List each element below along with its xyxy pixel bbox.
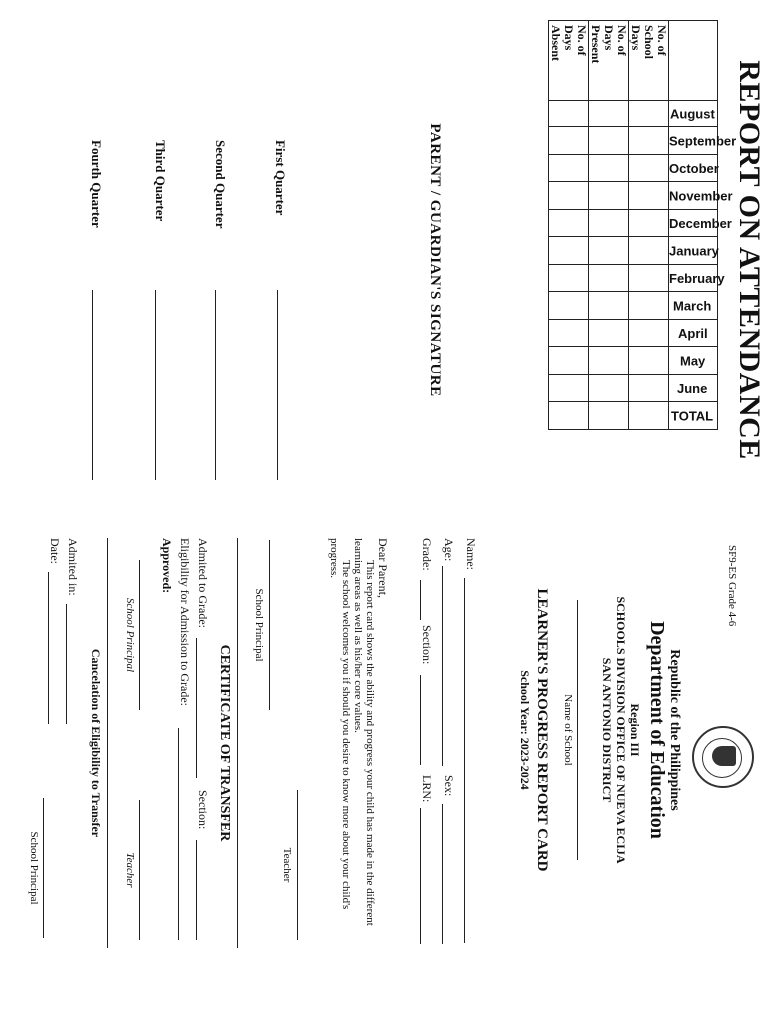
attendance-cell[interactable] — [549, 375, 589, 402]
month-header-october: October — [669, 155, 718, 182]
attendance-title: REPORT ON ATTENDANCE — [733, 60, 766, 460]
attendance-cell[interactable] — [549, 347, 589, 375]
certificate-section-line — [196, 840, 197, 940]
letter-greeting: Dear Parent, — [376, 538, 390, 598]
teacher-signature-line — [297, 790, 298, 940]
attendance-cell[interactable] — [549, 101, 589, 127]
attendance-corner-cell — [669, 21, 718, 101]
principal-signature-label: School Principal — [253, 588, 265, 662]
cancellation-top-rule — [107, 538, 108, 948]
attendance-cell[interactable] — [549, 265, 589, 292]
letter-paragraph-1-line-1: This report card shows the ability and progress your child has made in the different — [364, 560, 376, 926]
attendance-row-label-line: No. of — [655, 25, 669, 56]
name-of-school-label: Name of School — [562, 694, 574, 766]
attendance-cell[interactable] — [629, 182, 669, 210]
month-header-september: September — [669, 127, 718, 155]
sex-field-line — [442, 804, 443, 944]
month-header-february: February — [669, 265, 718, 292]
month-header-april: April — [669, 320, 718, 347]
republic-label: Republic of the Philippines — [667, 649, 682, 811]
third-quarter-label: Third Quarter — [153, 140, 168, 222]
grade-field-line — [420, 580, 421, 620]
attendance-cell[interactable] — [549, 210, 589, 237]
division-label: SCHOOLS DIVISION OFFICE OF NUEVA ECIJA — [614, 596, 628, 864]
region-label: Region III — [628, 703, 642, 757]
attendance-cell[interactable] — [629, 101, 669, 127]
month-header-january: January — [669, 237, 718, 265]
month-header-december: December — [669, 210, 718, 237]
attendance-cell[interactable] — [589, 182, 629, 210]
letter-paragraph-2-line-1: The school welcomes you if should you desire to know more about your child's — [340, 560, 352, 910]
attendance-row — [589, 21, 629, 430]
attendance-cell[interactable] — [589, 210, 629, 237]
admitted-in-line — [66, 604, 67, 724]
attendance-cell[interactable] — [589, 292, 629, 320]
month-header-august: August — [669, 101, 718, 127]
lrn-field-line — [420, 808, 421, 944]
certificate-principal-label: School Principal — [124, 597, 136, 673]
month-header-november: November — [669, 182, 718, 210]
attendance-row — [629, 21, 669, 430]
sex-field-label: Sex: — [442, 775, 456, 797]
principal-signature-line — [269, 540, 270, 710]
attendance-cell[interactable] — [589, 265, 629, 292]
attendance-cell[interactable] — [629, 347, 669, 375]
eligibility-line — [178, 728, 179, 940]
letter-paragraph-2-line-2: progress. — [328, 538, 340, 579]
lrn-field-label: LRN: — [420, 775, 434, 803]
certificate-teacher-line — [139, 800, 140, 940]
approved-label: Approved: — [160, 538, 174, 594]
admitted-grade-line — [196, 638, 197, 778]
grade-field-label: Grade: — [420, 538, 434, 571]
attendance-cell[interactable] — [629, 292, 669, 320]
name-of-school-line — [577, 600, 578, 860]
department-label: Department of Education — [646, 621, 668, 839]
attendance-cell[interactable] — [629, 265, 669, 292]
attendance-cell[interactable] — [629, 210, 669, 237]
attendance-cell[interactable] — [589, 320, 629, 347]
date-line — [48, 572, 49, 724]
third-quarter-line — [155, 290, 156, 480]
section-field-line — [420, 675, 421, 765]
card-title: LEARNER'S PROGRESS REPORT CARD — [534, 588, 550, 872]
attendance-cell[interactable] — [549, 292, 589, 320]
month-header-may: May — [669, 347, 718, 375]
attendance-cell[interactable] — [549, 320, 589, 347]
teacher-signature-label: Teacher — [281, 847, 293, 883]
deped-seal-icon — [692, 726, 754, 788]
certificate-top-rule — [237, 538, 238, 948]
eligibility-label: Eligibility for Admission to Grade: — [178, 538, 192, 706]
attendance-row-label — [549, 21, 589, 101]
attendance-cell[interactable] — [549, 402, 589, 430]
attendance-cell[interactable] — [629, 155, 669, 182]
school-year: School Year: 2023-2024 — [518, 670, 532, 790]
certificate-title: CERTIFICATE OF TRANSFER — [217, 644, 232, 842]
attendance-cell[interactable] — [589, 155, 629, 182]
certificate-section-label: Section: — [196, 790, 210, 830]
form-code: SF9-ES Grade 4-6 — [726, 545, 738, 627]
attendance-row-label-line: No. of — [575, 25, 589, 56]
attendance-cell[interactable] — [629, 320, 669, 347]
attendance-cell[interactable] — [589, 402, 629, 430]
age-field-label: Age: — [442, 538, 456, 562]
attendance-cell[interactable] — [549, 155, 589, 182]
admitted-in-label: Admited in: — [66, 538, 80, 596]
month-header-total: TOTAL — [669, 402, 718, 430]
attendance-cell[interactable] — [589, 237, 629, 265]
second-quarter-label: Second Quarter — [213, 140, 228, 229]
attendance-row-label — [629, 21, 669, 101]
attendance-cell[interactable] — [589, 347, 629, 375]
month-header-march: March — [669, 292, 718, 320]
attendance-row-label-line: Days — [602, 25, 616, 51]
district-label: SAN ANTONIO DISTRICT — [600, 657, 614, 803]
admitted-grade-label: Admited to Grade: — [196, 538, 210, 628]
letter-paragraph-1-line-2: learning areas as well as his/her core values. — [352, 538, 364, 733]
attendance-cell[interactable] — [549, 182, 589, 210]
cancellation-principal-line — [43, 798, 44, 938]
attendance-cell[interactable] — [629, 402, 669, 430]
section-field-label: Section: — [420, 625, 434, 665]
fourth-quarter-line — [92, 290, 93, 480]
certificate-principal-line — [139, 560, 140, 710]
attendance-header-row — [669, 21, 718, 430]
first-quarter-line — [277, 290, 278, 480]
attendance-row-label-line: Absent — [549, 25, 563, 62]
attendance-cell[interactable] — [589, 127, 629, 155]
attendance-cell[interactable] — [589, 375, 629, 402]
attendance-cell[interactable] — [549, 237, 589, 265]
cancellation-principal-label: School Principal — [28, 831, 40, 905]
month-header-june: June — [669, 375, 718, 402]
age-field-line — [442, 566, 443, 766]
first-quarter-label: First Quarter — [273, 140, 288, 216]
date-label: Date: — [48, 538, 62, 564]
name-field-label: Name: — [464, 538, 478, 570]
fourth-quarter-label: Fourth Quarter — [89, 140, 104, 228]
attendance-cell[interactable] — [629, 237, 669, 265]
attendance-cell[interactable] — [629, 127, 669, 155]
attendance-row-label-line: Present — [589, 25, 603, 64]
attendance-table — [548, 20, 737, 430]
signature-title: PARENT / GUARDIAN'S SIGNATURE — [427, 123, 443, 397]
second-quarter-line — [215, 290, 216, 480]
cancellation-title: Cancelation of Eligibility to Transfer — [89, 648, 103, 838]
name-field-line — [464, 578, 465, 943]
attendance-row — [549, 21, 589, 430]
attendance-cell[interactable] — [589, 101, 629, 127]
attendance-row-label — [589, 21, 629, 101]
certificate-teacher-label: Teacher — [124, 852, 136, 888]
attendance-cell[interactable] — [549, 127, 589, 155]
attendance-row-label-line: Days — [562, 25, 576, 51]
attendance-cell[interactable] — [629, 375, 669, 402]
attendance-row-label-line: School — [642, 25, 656, 60]
attendance-row-label-line: No. of — [615, 25, 629, 56]
attendance-row-label-line: Days — [629, 25, 643, 51]
